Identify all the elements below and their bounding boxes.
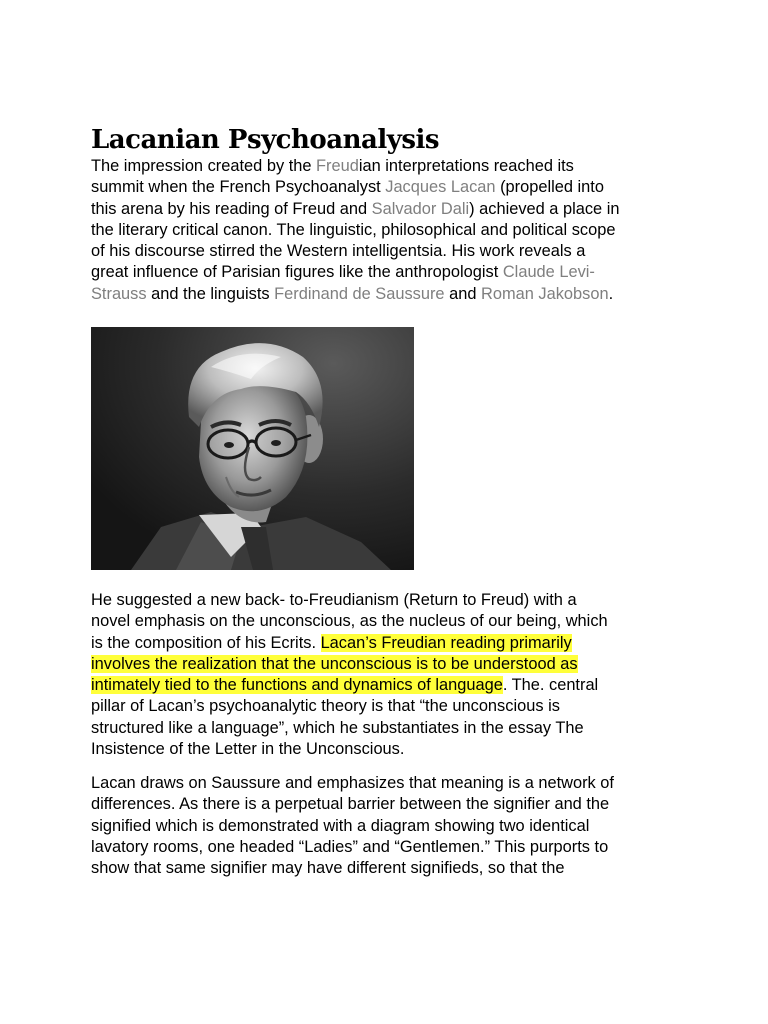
text-run: . The. central [502,676,599,695]
text-run: structured like a language”, which he substantiates in the essay The [91,718,584,737]
text-line [91,739,691,760]
text-line [91,284,691,305]
text-line [91,837,691,858]
text-line [91,611,691,632]
highlighted-text: involves the realization that the unconscious is to be understood as [91,654,578,673]
text-run: signified which is demonstrated with a diagram showing two identical [91,816,590,835]
paragraph-return-to-freud [91,590,691,760]
text-run: The impression created by the [91,157,317,175]
inline-link[interactable]: Roman Jakobson [481,284,609,303]
text-run: and [444,284,482,303]
portrait-image [91,327,414,570]
text-line [91,199,691,220]
text-run: summit when the French Psychoanalyst [91,178,386,197]
text-line [91,262,691,283]
inline-link[interactable]: Salvador Dali [371,199,470,218]
text-line [91,773,691,794]
portrait-photo [91,327,414,570]
text-run: of his discourse stirred the Western intelligentsia. His work reveals a [91,242,586,261]
text-line [91,858,691,879]
text-run: show that same signifier may have different signifieds, so that the [91,859,565,878]
text-line [91,590,691,611]
text-line [91,654,691,675]
highlighted-text: intimately tied to the functions and dynamics of language [91,676,503,695]
text-run: ian interpretations reached its [358,157,574,175]
inline-link[interactable]: Jacques Lacan [385,178,496,197]
inline-link[interactable]: Freud [316,157,359,175]
text-run: is the composition of his Ecrits. [91,633,321,652]
text-run: . [608,284,614,303]
text-line [91,177,691,198]
inline-link[interactable]: Ferdinand de Saussure [274,284,445,303]
text-run: great influence of Parisian figures like the anthropologist [91,263,503,282]
text-line [91,718,691,739]
text-line [91,220,691,241]
text-line [91,633,691,654]
text-line [91,696,691,717]
text-run: (propelled into [495,178,604,197]
text-run: Lacan draws on Saussure and emphasizes that meaning is a network of [91,774,614,792]
text-run: lavatory rooms, one headed “Ladies” and “Gentlemen.” This purports to [91,837,609,856]
page-title: Lacanian Psychoanalysis [91,125,439,155]
text-line [91,794,691,815]
text-run: Insistence of the Letter in the Unconscious. [91,740,405,759]
text-run: differences. As there is a perpetual barrier between the signifier and the [91,795,610,814]
inline-link[interactable]: Strauss [91,284,147,303]
highlighted-text: Lacan’s Freudian reading primarily [320,633,572,652]
text-run: the literary critical canon. The linguistic, philosophical and political scope [91,220,616,239]
text-run: novel emphasis on the unconscious, as the nucleus of our being, which [91,612,608,631]
text-run: pillar of Lacan’s psychoanalytic theory is that “the unconscious is [91,697,560,716]
text-run: ) achieved a place in [469,199,620,218]
text-line [91,241,691,262]
text-run: this arena by his reading of Freud and [91,199,372,218]
inline-link[interactable]: Claude Levi- [502,263,595,282]
text-run: He suggested a new back- to-Freudianism (Return to Freud) with a [91,591,577,609]
paragraph-intro [91,156,691,305]
text-line [91,156,691,177]
paragraph-saussure [91,773,691,879]
text-line [91,816,691,837]
text-run: and the linguists [146,284,275,303]
text-line [91,675,691,696]
